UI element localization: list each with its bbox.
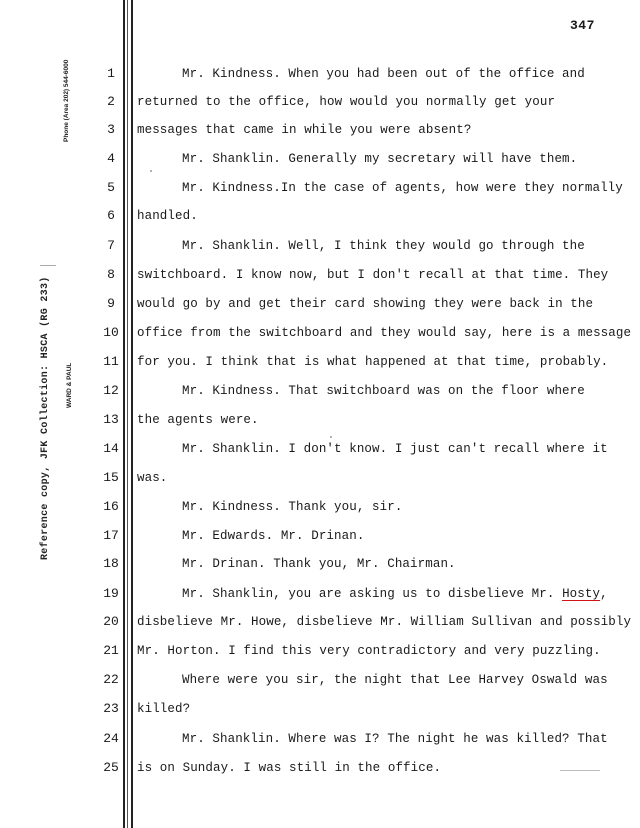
transcript-line: Mr. Horton. I find this very contradictory and very puzzling.	[137, 644, 601, 658]
line-number: 12	[103, 383, 119, 398]
line-text-after: ,	[600, 587, 608, 601]
line-number: 8	[107, 267, 115, 282]
transcript-line: was.	[137, 471, 168, 485]
margin-rule-middle	[127, 0, 128, 828]
transcript-line: messages that came in while you were absent?	[137, 123, 472, 137]
line-number: 7	[107, 238, 115, 253]
line-number: 21	[103, 643, 119, 658]
scan-speck	[560, 770, 600, 771]
line-number: 6	[107, 208, 115, 223]
transcript-line: the agents were.	[137, 413, 259, 427]
line-number: 2	[107, 94, 115, 109]
side-phone-number: Phone (Area 202) 544-6000	[63, 59, 70, 142]
transcript-line-highlighted	[137, 587, 640, 601]
line-number: 1	[107, 66, 115, 81]
line-number: 14	[103, 441, 119, 456]
transcript-line: Mr. Kindness. Thank you, sir.	[182, 500, 403, 514]
line-number: 4	[107, 151, 115, 166]
transcript-line: Mr. Shanklin. I don't know. I just can't recall where it	[182, 442, 608, 456]
line-number: 3	[107, 122, 115, 137]
line-number: 24	[103, 731, 119, 746]
transcript-line: Mr. Kindness. That switchboard was on the floor where	[182, 384, 585, 398]
line-number: 9	[107, 296, 115, 311]
scan-speck	[40, 265, 56, 266]
transcript-line: office from the switchboard and they would say, here is a message	[137, 326, 632, 340]
transcript-line: Mr. Kindness.In the case of agents, how were they normally	[182, 181, 623, 195]
scan-speck	[150, 170, 152, 172]
transcript-line: Mr. Drinan. Thank you, Mr. Chairman.	[182, 557, 456, 571]
line-number: 23	[103, 701, 119, 716]
transcript-line: returned to the office, how would you normally get your	[137, 95, 556, 109]
transcript-line: Mr. Shanklin. Where was I? The night he was killed? That	[182, 732, 608, 746]
side-reference-note: Reference copy, JFK Collection: HSCA (RG 233)	[40, 276, 51, 560]
transcript-line: Mr. Shanklin. Generally my secretary will have them.	[182, 152, 578, 166]
line-number: 5	[107, 180, 115, 195]
line-number: 17	[103, 528, 119, 543]
highlighted-name: Hosty	[562, 587, 601, 601]
line-number: 18	[103, 556, 119, 571]
transcript-line: would go by and get their card showing they were back in the	[137, 297, 594, 311]
transcript-line: Mr. Edwards. Mr. Drinan.	[182, 529, 365, 543]
transcript-line: Mr. Kindness. When you had been out of the office and	[182, 67, 585, 81]
side-firm-name: WARD & PAUL	[66, 362, 73, 408]
line-number: 20	[103, 614, 119, 629]
line-number: 19	[103, 586, 119, 601]
transcript-line: Where were you sir, the night that Lee Harvey Oswald was	[182, 673, 608, 687]
margin-rule-right	[131, 0, 133, 828]
line-number: 10	[103, 325, 119, 340]
transcript-line: for you. I think that is what happened at that time, probably.	[137, 355, 609, 369]
line-number: 22	[103, 672, 119, 687]
transcript-line: switchboard. I know now, but I don't recall at that time. They	[137, 268, 609, 282]
page-number: 347	[570, 18, 595, 33]
line-number: 15	[103, 470, 119, 485]
transcript-line: killed?	[137, 702, 191, 716]
transcript-line: disbelieve Mr. Howe, disbelieve Mr. William Sullivan and possibly	[137, 615, 632, 629]
transcript-line: Mr. Shanklin. Well, I think they would go through the	[182, 239, 585, 253]
transcript-line: handled.	[137, 209, 198, 223]
line-number: 25	[103, 760, 119, 775]
line-number: 11	[103, 354, 119, 369]
line-number: 16	[103, 499, 119, 514]
line-number: 13	[103, 412, 119, 427]
scan-speck	[330, 436, 332, 438]
line-text-before: Mr. Shanklin, you are asking us to disbelieve Mr.	[182, 587, 563, 601]
transcript-line: is on Sunday. I was still in the office.	[137, 761, 442, 775]
